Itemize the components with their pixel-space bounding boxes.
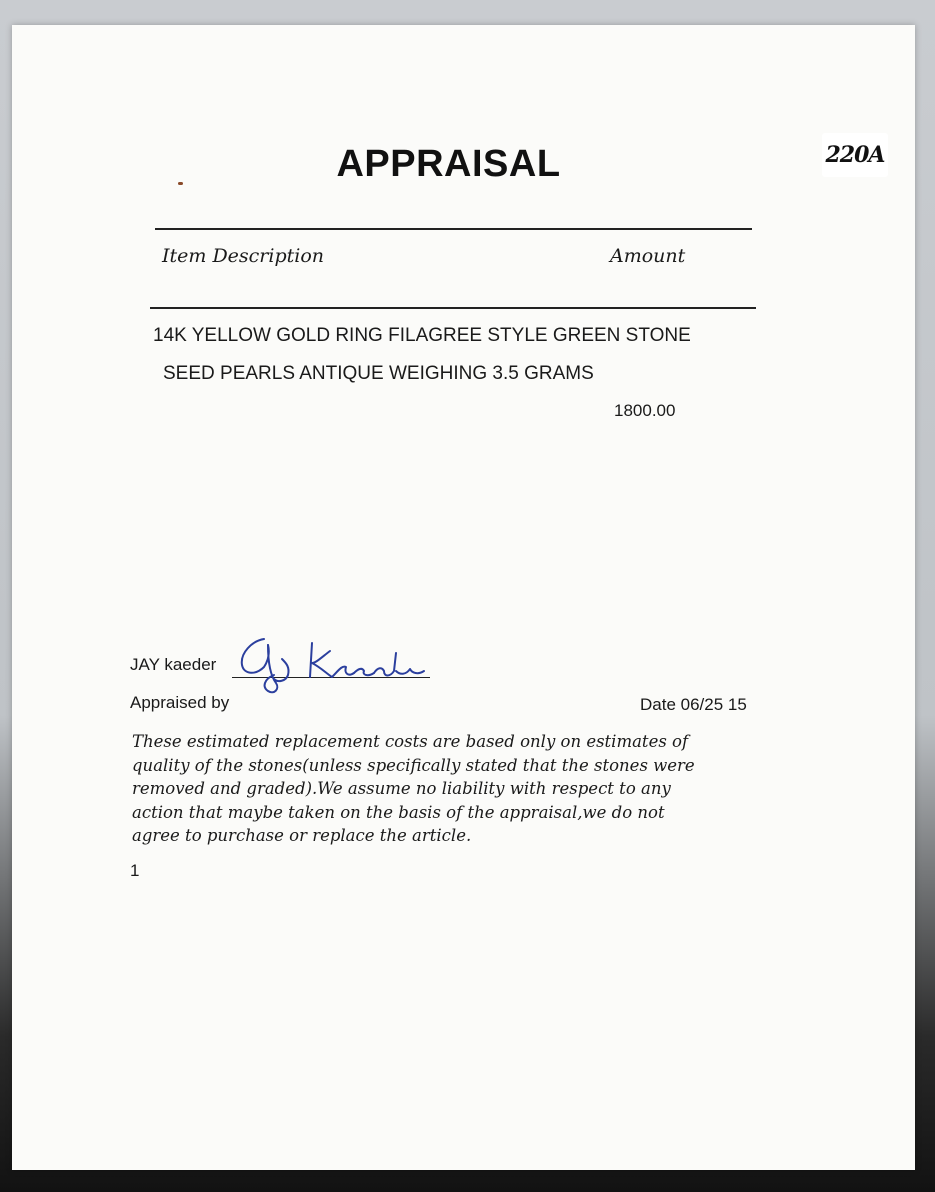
amount-value: 1800.00 xyxy=(614,401,676,420)
document-title: APPRAISAL xyxy=(336,143,561,185)
item-description-header: Item Description xyxy=(162,245,325,267)
appraisal-document xyxy=(12,25,915,1170)
appraisal-date: Date 06/25 15 xyxy=(640,695,747,714)
disclaimer-line: removed and graded).We assume no liability with respect to any xyxy=(132,779,671,798)
disclaimer-line: quality of the stones(unless specifically stated that the stones were xyxy=(132,755,695,775)
description-line-2: SEED PEARLS ANTIQUE WEIGHING 3.5 GRAMS xyxy=(163,363,594,384)
appraiser-name: JAY kaeder xyxy=(130,655,217,674)
description-line-1: 14K YELLOW GOLD RING FILAGREE STYLE GREEN STONE xyxy=(153,325,691,346)
page-number: 1 xyxy=(130,861,140,880)
disclaimer-line: agree to purchase or replace the article. xyxy=(132,826,472,845)
signature-graphic xyxy=(234,631,444,701)
header-bottom-rule xyxy=(150,307,756,309)
disclaimer-line: action that maybe taken on the basis of the appraisal,we do not xyxy=(132,802,665,822)
appraised-by-label: Appraised by xyxy=(130,693,230,712)
header-top-rule xyxy=(155,228,752,230)
disclaimer-line: These estimated replacement costs are based only on estimates of xyxy=(132,732,689,751)
amount-header: Amount xyxy=(610,245,686,267)
disclaimer-text xyxy=(132,730,772,848)
lot-number-tag: 220A xyxy=(822,133,888,177)
paper-speck xyxy=(178,182,183,185)
